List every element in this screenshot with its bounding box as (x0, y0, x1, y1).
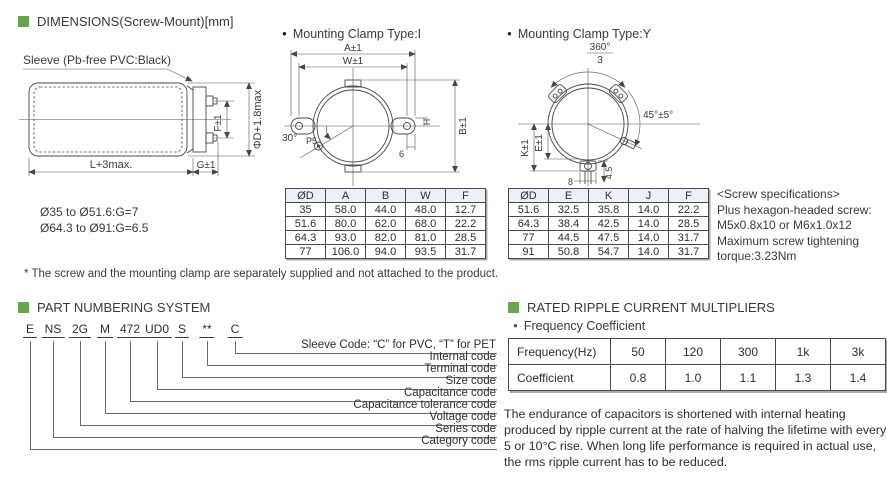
cell: 94.0 (366, 245, 406, 259)
connector-line (105, 341, 106, 413)
cell: 50.8 (549, 245, 589, 259)
connector-line (130, 341, 131, 401)
part-numbering-diagram (18, 322, 498, 467)
dimensions-title: DIMENSIONS(Screw-Mount)[mm] (37, 14, 234, 29)
dim-fourfive-label: 4.5 (604, 166, 614, 180)
ripple-title: RATED RIPPLE CURRENT MULTIPLIERS (527, 300, 775, 315)
p5-label: P5 (306, 136, 318, 146)
cell: 44.0 (366, 203, 406, 217)
green-square-icon (18, 302, 29, 313)
screw-specifications (717, 187, 872, 265)
green-square-icon (508, 302, 519, 313)
table-row (286, 231, 486, 245)
table-row (286, 217, 486, 231)
code-label: Size code (445, 375, 496, 387)
table-row (509, 245, 709, 259)
cell: 31.7 (669, 231, 709, 245)
col-header: A (326, 189, 366, 203)
cell: 300 (721, 339, 776, 365)
sleeve-callout (23, 53, 192, 81)
cell: 14.0 (629, 217, 669, 231)
frequency-coefficient-subtitle: ● Frequency Coefficient (513, 319, 645, 333)
cell: 1.1 (721, 365, 776, 391)
dimensions-section-header (18, 14, 233, 29)
cell: 31.7 (446, 245, 486, 259)
table-row (509, 231, 709, 245)
screw-spec-line: <Screw specifications> (717, 187, 840, 201)
ripple-section-header (508, 300, 775, 315)
col-header: F (446, 189, 486, 203)
sleeve-label: Sleeve (Pb-free PVC:Black) (23, 53, 172, 67)
screw-spec-line: Plus hexagon-headed screw: (717, 202, 872, 217)
code-label: Category code (421, 435, 496, 447)
part-code: 472 (117, 322, 143, 338)
part-numbering-title: PART NUMBERING SYSTEM (37, 300, 211, 315)
col-header: W (406, 189, 446, 203)
col-header: ØD (286, 189, 326, 203)
cell: 3k (831, 339, 886, 365)
clamp-ring (284, 68, 440, 186)
clamp-type-i-drawing (278, 38, 483, 188)
table-row (286, 245, 486, 259)
cell: 64.3 (286, 231, 326, 245)
dim-f-label: F±1 (213, 114, 224, 132)
cell: 0.8 (611, 365, 666, 391)
capacitor-body (19, 83, 231, 156)
cell: 62.0 (366, 217, 406, 231)
dim-b-label: B±1 (458, 117, 469, 135)
cell: 1.3 (776, 365, 831, 391)
cell: 58.0 (326, 203, 366, 217)
code-label: Terminal code (424, 363, 496, 375)
capacitor-drawing (15, 46, 270, 198)
connector-line (182, 341, 183, 377)
dimension-lines (520, 124, 614, 187)
cell: 42.5 (589, 217, 629, 231)
dimension-lines (29, 83, 264, 176)
connector-line (207, 341, 208, 365)
cell: 1k (776, 339, 831, 365)
row-label: Frequency(Hz) (509, 339, 611, 365)
clamp-type-i-title: ● Mounting Clamp Type:I (282, 27, 421, 41)
part-code: NS (42, 322, 65, 338)
g-note-1: Ø35 to Ø51.6:G=7 (40, 205, 139, 219)
col-header: J (629, 189, 669, 203)
col-header: B (366, 189, 406, 203)
part-code: C (228, 322, 243, 338)
part-code: UD0 (142, 322, 172, 338)
table-header-row (509, 189, 709, 203)
fraction-numerator: 360° (589, 42, 611, 53)
code-label: Capacitance code (403, 387, 496, 399)
cell: 77 (286, 245, 326, 259)
mounting-clamp-footnote: * The screw and the mounting clamp are separately supplied and not attached to the product. (24, 268, 499, 280)
table-row (509, 203, 709, 217)
table-header-row (286, 189, 486, 203)
dim-a-label: A±1 (344, 43, 362, 54)
cell: 120 (666, 339, 721, 365)
g-dimension-notes (40, 205, 148, 236)
col-header: E (549, 189, 589, 203)
col-header: K (589, 189, 629, 203)
table-row (509, 217, 709, 231)
frequency-coefficient-table (508, 338, 886, 391)
code-label: Voltage code (429, 411, 496, 423)
part-code: S (175, 322, 189, 338)
clamp-type-y-table (508, 188, 709, 259)
connector-line (30, 341, 31, 449)
part-code: E (23, 322, 37, 338)
clamp-type-y-title: ● Mounting Clamp Type:Y (507, 27, 651, 41)
col-header: ØD (509, 189, 549, 203)
dim-k-label: K±1 (520, 139, 531, 157)
col-header: F (669, 189, 709, 203)
screw-spec-line: Maximum screw tightening (717, 233, 860, 248)
cell: 14.0 (629, 203, 669, 217)
connector-line (80, 341, 81, 425)
cell: 51.6 (509, 203, 549, 217)
dim-w-label: W±1 (342, 56, 364, 67)
table-row (509, 339, 886, 365)
endurance-note: The endurance of capacitors is shortened with internal heating produced by ripple current at the rate of halving the lifetime with every 5 or 10°C rise. When long life performance is required in actual use, the rms ripple current has to be reduced. (504, 407, 887, 469)
connector-line (30, 449, 497, 450)
cell: 47.5 (589, 231, 629, 245)
cell: 1.4 (831, 365, 886, 391)
dim-g-label: G±1 (196, 160, 216, 171)
code-label: Internal code (429, 351, 496, 363)
cell: 31.7 (669, 245, 709, 259)
part-code: M (97, 322, 113, 338)
part-code: 2G (69, 322, 91, 338)
cell: 93.0 (326, 231, 366, 245)
angle-callouts (551, 42, 673, 146)
cell: 51.6 (286, 217, 326, 231)
angle-30-label: 30° (282, 133, 298, 144)
cell: 68.0 (406, 217, 446, 231)
green-square-icon (18, 16, 29, 27)
dim-e-label: E±1 (534, 134, 545, 152)
cell: 35 (286, 203, 326, 217)
cell: 64.3 (509, 217, 549, 231)
dim-eight-label: 8 (568, 177, 574, 187)
cell: 44.5 (549, 231, 589, 245)
table-row (509, 365, 886, 391)
code-label: Sleeve Code: “C” for PVC, “T” for PET (301, 339, 496, 351)
cell: 1.0 (666, 365, 721, 391)
part-code: ** (199, 322, 214, 338)
cell: 81.0 (406, 231, 446, 245)
connector-line (235, 341, 236, 353)
dim-h-label: H (422, 118, 432, 126)
code-label: Series code (435, 423, 496, 435)
cell: 91 (509, 245, 549, 259)
angle-45-label: 45°±5° (643, 110, 674, 121)
code-label: Capacitance tolerance code (353, 399, 496, 411)
cell: 32.5 (549, 203, 589, 217)
cell: 28.5 (669, 217, 709, 231)
cell: 38.4 (549, 217, 589, 231)
cell: 54.7 (589, 245, 629, 259)
dim-diameter-label: ΦD+1.8max (252, 89, 264, 150)
connector-line (53, 341, 54, 437)
cell: 106.0 (326, 245, 366, 259)
dim-length-label: L+3max. (89, 159, 133, 171)
part-numbering-section-header (18, 300, 210, 315)
cell: 77 (509, 231, 549, 245)
table-row (286, 203, 486, 217)
cell: 48.0 (406, 203, 446, 217)
cell: 14.0 (629, 245, 669, 259)
dim-six-label: 6 (399, 149, 405, 159)
cell: 12.7 (446, 203, 486, 217)
screw-spec-line: torque:3.23Nm (717, 249, 797, 263)
cell: 14.0 (629, 231, 669, 245)
clamp-type-y-drawing (500, 38, 715, 188)
row-label: Coefficient (509, 365, 611, 391)
cell: 35.8 (589, 203, 629, 217)
side-screw (619, 136, 636, 149)
cell: 82.0 (366, 231, 406, 245)
fraction-denominator: 3 (597, 55, 603, 66)
cell: 50 (611, 339, 666, 365)
g-note-2: Ø64.3 to Ø91:G=6.5 (40, 220, 149, 235)
cell: 22.2 (669, 203, 709, 217)
cell: 22.2 (446, 217, 486, 231)
cell: 80.0 (326, 217, 366, 231)
clamp-type-i-table (285, 188, 486, 259)
screw-spec-line: M5x0.8x10 or M6x1.0x12 (717, 218, 852, 232)
cell: 93.5 (406, 245, 446, 259)
connector-line (157, 341, 158, 389)
cell: 28.5 (446, 231, 486, 245)
